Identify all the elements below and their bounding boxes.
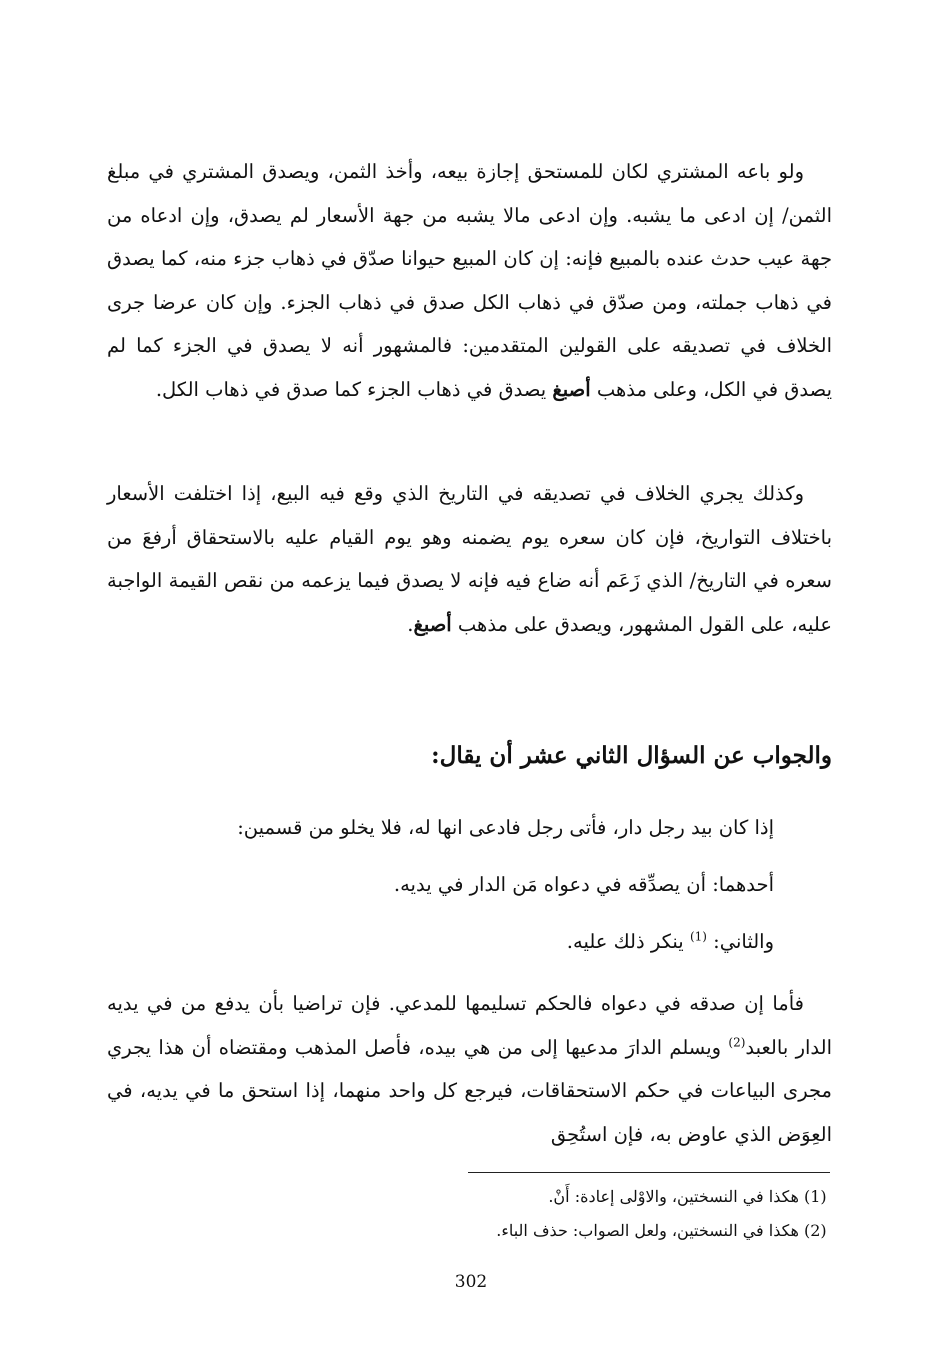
footnote-ref-2: (2): [728, 1035, 746, 1049]
paragraph-3: [107, 982, 832, 1156]
paragraph-2: [107, 472, 832, 646]
section-heading: والجواب عن السؤال الثاني عشر أن يقال:: [431, 742, 832, 769]
footnote-number: (2): [804, 1221, 827, 1240]
footnote-ref-1: (1): [689, 929, 707, 944]
footnote-text: هكذا في النسختين، والاوْلى إعادة: أَنْ.: [548, 1187, 799, 1206]
line-second-case-before: والثاني:: [713, 930, 774, 953]
footnote-text: هكذا في النسختين، ولعل الصواب: حذف الباء.: [496, 1221, 799, 1240]
page-number: 302: [454, 1272, 488, 1292]
paragraph-2-name: أصبغ: [413, 612, 452, 636]
paragraph-1: [107, 150, 832, 411]
line-second-case-after: ينكر ذلك عليه.: [566, 930, 684, 953]
paragraph-3-part1: فأما إن صدقه في دعواه فالحكم تسليمها للمدعي. فإن تراضيا بأن يدفع من في يديه الدار بالعبد: [107, 992, 833, 1059]
footnote-number: (1): [804, 1187, 827, 1206]
paragraph-3-part2: ويسلم الدارَ مدعيها إلى من هي بيده، فأصل المذهب ومقتضاه أن هذا يجري مجرى البياعات في حكم الاستحقاقات، فيرجع كل واحد منهما، إذا استحق ما في يديه، في العِوَض الذي عاوض به، فإن استُحِق: [107, 1035, 832, 1146]
paragraph-1-text: ولو باعه المشتري لكان للمستحق إجازة بيعه، وأخذ الثمن، ويصدق المشتري في مبلغ الثمن/ إن ادعى ما يشبه. وإن ادعى مالا يشبه من جهة الأسعار لم يصدق، وإن ادعاه من جهة عيب حدث عنده بالمبيع فإنه: إن كان المبيع حيوانا صدّق في ذهاب جزء منه، كما يصدق في ذهاب جملته، ومن صدّق في ذهاب الكل صدق في ذهاب الجزء. وإن كان عرضا جرى الخلاف في تصديقه على القولين المتقدمين: فالمشهور أنه لا يصدق في الجزء كما لم يصدق في الكل، وعلى مذهب: [107, 160, 832, 401]
footnote-item: [107, 1180, 832, 1214]
paragraph-1-tail: يصدق في ذهاب الجزء كما صدق في ذهاب الكل.: [155, 377, 547, 401]
line-second-case: [94, 922, 774, 962]
paragraph-1-name: أصبغ: [552, 377, 591, 401]
paragraph-2-tail: .: [407, 612, 414, 636]
line-case-intro: إذا كان بيد رجل دار، فأتى رجل فادعى انها له، فلا يخلو من قسمين:: [237, 816, 774, 839]
footnote-item: [107, 1214, 832, 1248]
paragraph-2-text: وكذلك يجري الخلاف في تصديقه في التاريخ الذي وقع فيه البيع، إذا اختلفت الأسعار باختلاف التواريخ، فإن كان سعره يوم يضمنه وهو يوم القيام عليه بالاستحقاق أرفعَ من سعره في التاريخ/ الذي زَعَم أنه ضاع فيه فإنه لا يصدق فيما يزعمه من نقص القيمة الواجبة عليه، على القول المشهور، ويصدق على مذهب: [107, 482, 832, 636]
line-first-case: أحدهما: أن يصدِّقه في دعواه مَن الدار في يديه.: [393, 873, 774, 896]
footnotes: [107, 1180, 832, 1248]
footnote-divider: [468, 1172, 830, 1173]
